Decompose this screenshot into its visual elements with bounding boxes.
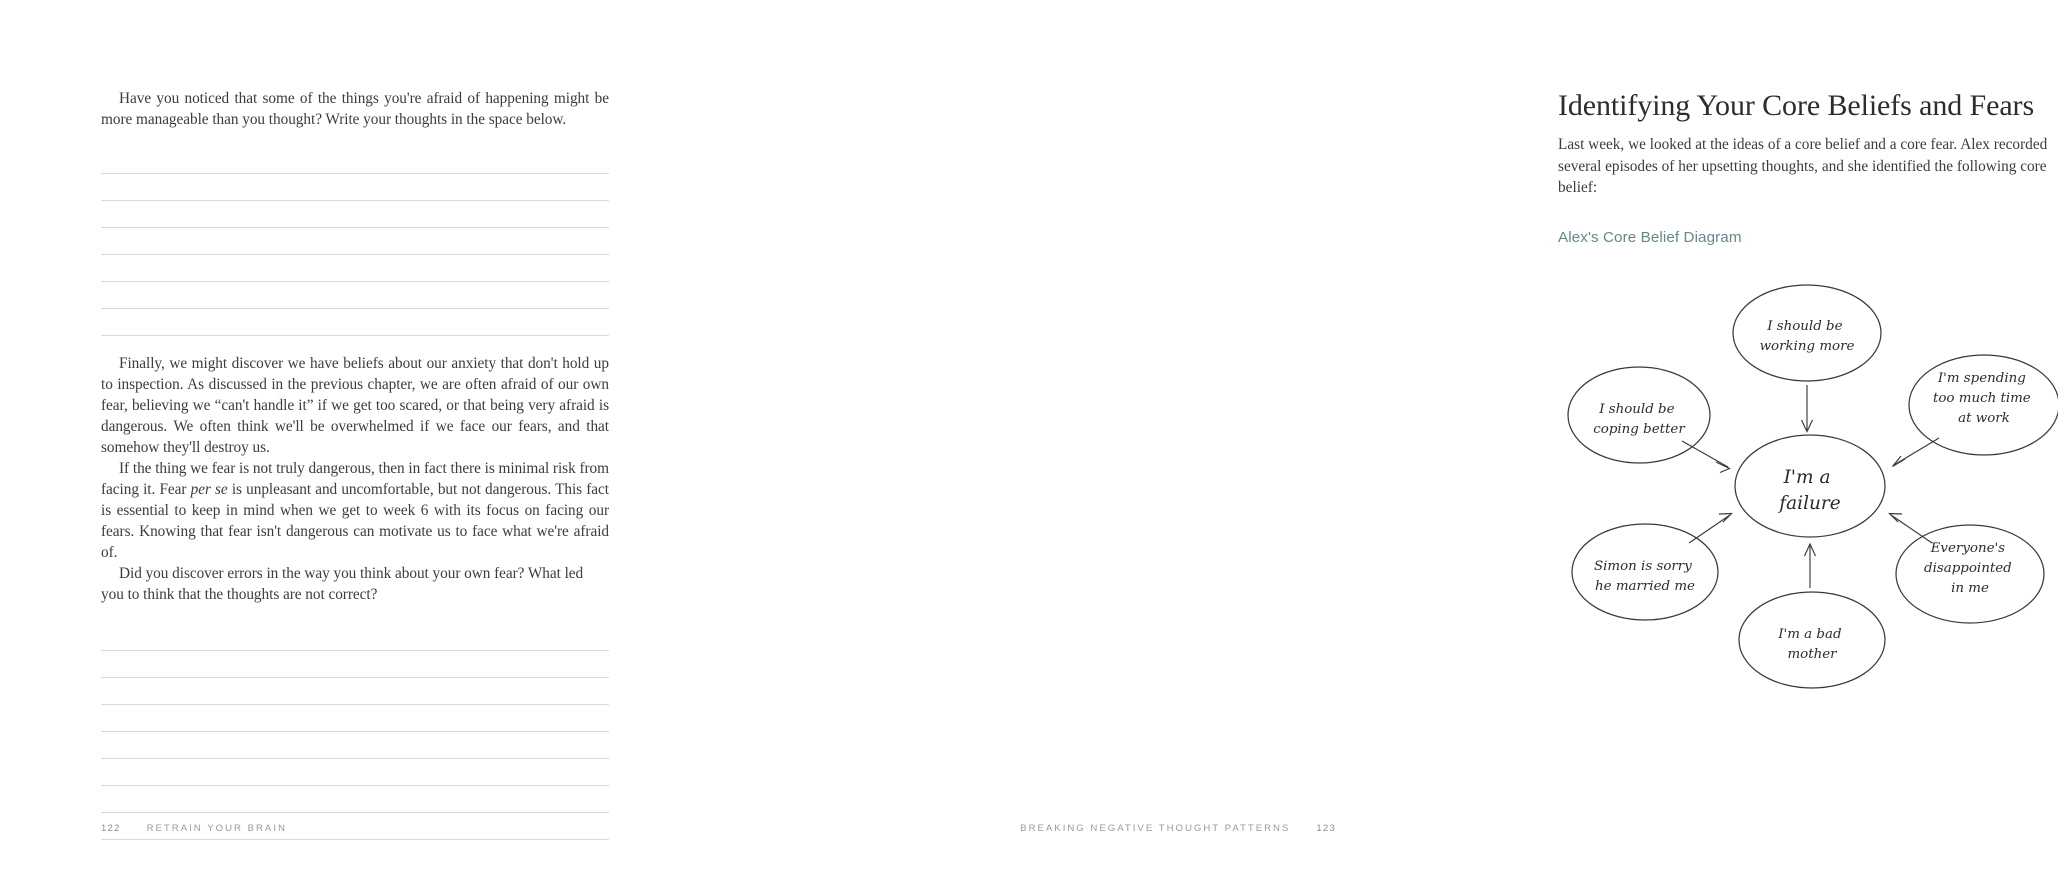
oval-lower-right-line-2: disappointed (1924, 560, 2012, 576)
section-intro-paragraph: Last week, we looked at the ideas of a core belief and a core fear. Alex recorded several episodes of her upsetting thoughts, and she identified the following core belief: (1558, 136, 2048, 196)
page-number-right: 123 (1316, 823, 1336, 834)
oval-upper-right-line-2: too much time (1932, 390, 2031, 406)
oval-center-line-2: failure (1779, 492, 1841, 514)
paragraph-minimal-risk (101, 458, 609, 563)
right-page (722, 0, 2048, 891)
paragraph-prompt-question: Did you discover errors in the way you think about your own fear? What led you to think that the thoughts are not correct? (101, 565, 584, 603)
writing-line[interactable] (101, 228, 609, 255)
per-se-italic: per se (190, 481, 228, 498)
oval-upper-left-label (1593, 402, 1686, 437)
writing-line[interactable] (101, 201, 609, 228)
paragraph-minimal-risk-part1: If the thing we fear is not truly dangerous, then in fact there is minimal risk from facing it. Fear (101, 460, 609, 498)
oval-upper-right-line-3: at work (1958, 410, 2010, 426)
oval-center-line-1: I'm a (1783, 466, 1831, 488)
writing-line[interactable] (101, 282, 609, 309)
oval-lower-left-label (1594, 559, 1696, 594)
diagram-caption: Alex's Core Belief Diagram (1558, 228, 1742, 246)
writing-lines-block-2 (101, 624, 609, 840)
paragraph-finally: Finally, we might discover we have beliefs about our anxiety that don't hold up to inspection. As discussed in the previous chapter, we are often afraid of our own fear, believing we “can't handle it” if we get too scared, or that being very afraid is dangerous. We often think we'll be overwhelmed if we face our fears, and that somehow they'll destroy us. (101, 355, 609, 456)
oval-lower-right-line-3: in me (1951, 580, 1989, 596)
arrow-lower-right-to-center (1891, 515, 1932, 543)
left-page (0, 0, 722, 891)
writing-line[interactable] (101, 174, 609, 201)
oval-lower-right-line-1: Everyone's (1930, 540, 2006, 556)
writing-line[interactable] (101, 651, 609, 678)
arrow-upper-right-head (1893, 456, 1906, 467)
oval-labels (1593, 319, 2035, 662)
right-page-footer (1020, 823, 1336, 834)
oval-top-line-2: working more (1759, 338, 1855, 354)
oval-top-label (1760, 319, 1855, 354)
intro-paragraph: Have you noticed that some of the things you're afraid of happening might be more manageable than you thought? Write your thoughts in the space below. (101, 90, 609, 128)
left-page-footer (101, 823, 287, 834)
writing-line[interactable] (101, 705, 609, 732)
oval-upper-left-line-2: coping better (1593, 421, 1685, 437)
writing-line[interactable] (101, 255, 609, 282)
writing-line[interactable] (101, 786, 609, 813)
arrow-lower-left-to-center (1689, 515, 1730, 543)
writing-line[interactable] (101, 147, 609, 174)
right-page-content (1558, 88, 2058, 680)
oval-upper-left-line-1: I should be (1599, 401, 1675, 417)
writing-line[interactable] (101, 732, 609, 759)
oval-top-line-1: I should be (1767, 318, 1843, 334)
oval-upper-right-label (1933, 371, 2035, 426)
oval-upper-right-line-1: I'm spending (1937, 370, 2026, 386)
body-paragraphs (101, 353, 609, 605)
writing-line[interactable] (101, 678, 609, 705)
oval-lower-left-line-2: he married me (1595, 578, 1695, 594)
writing-line[interactable] (101, 759, 609, 786)
oval-bottom-label (1777, 627, 1846, 662)
writing-line[interactable] (101, 624, 609, 651)
core-belief-diagram (1558, 260, 2058, 680)
oval-bottom-line-2: mother (1787, 646, 1837, 662)
oval-lower-left-line-1: Simon is sorry (1593, 558, 1692, 574)
page-title: Identifying Your Core Beliefs and Fears (1558, 89, 2035, 122)
paragraph-minimal-risk-part2: is unpleasant and uncomfortable, but not dangerous. This fact is essential to keep in mind when we get to week 6 with its focus on facing our fears. Knowing that fear isn't dangerous can motivate us to face what we're afraid of. (101, 481, 609, 561)
writing-line[interactable] (101, 309, 609, 336)
left-page-content (101, 88, 609, 840)
oval-center-label (1777, 467, 1840, 514)
running-head-right: BREAKING NEGATIVE THOUGHT PATTERNS (1020, 823, 1291, 834)
oval-bottom-line-1: I'm a bad (1778, 626, 1842, 642)
core-belief-diagram-svg (1558, 260, 2058, 680)
page-number-left: 122 (101, 823, 121, 834)
writing-lines-block-1 (101, 147, 609, 336)
arrow-upper-left-to-center (1682, 441, 1728, 467)
running-head-left: RETRAIN YOUR BRAIN (146, 823, 287, 834)
oval-lower-right-label (1924, 541, 2016, 596)
